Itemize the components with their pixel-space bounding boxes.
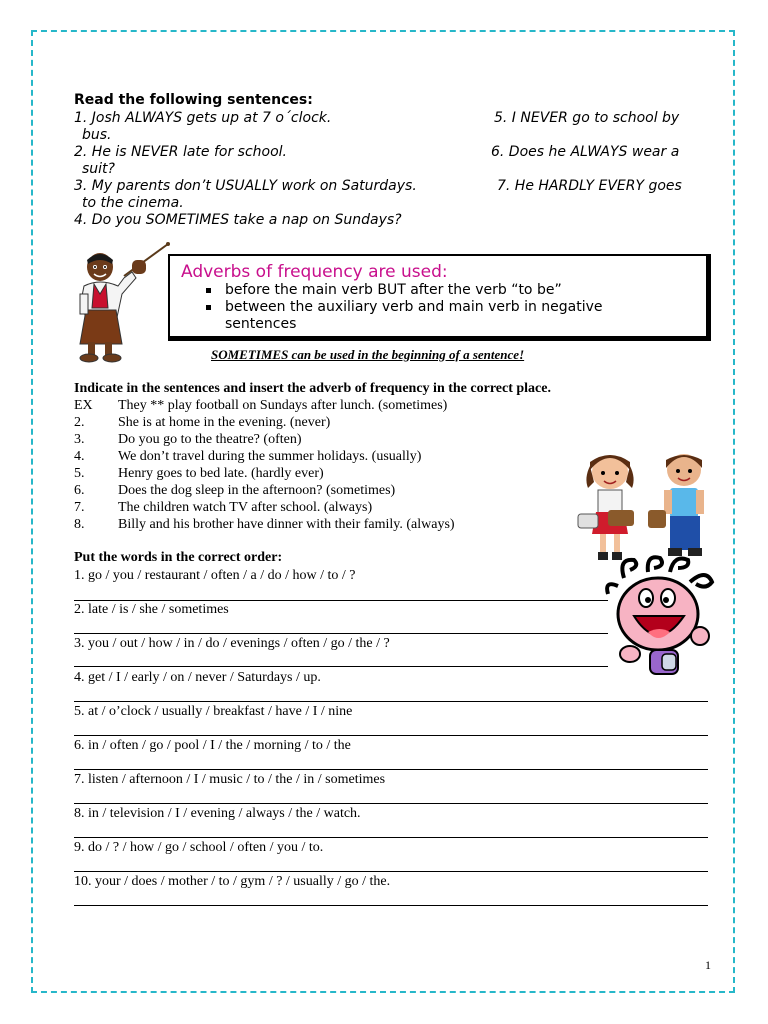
word-order-item: 7. listen / afternoon / I / music / to / the / in / sometimes [74, 772, 386, 787]
sentence-5-continued: bus. [82, 127, 112, 143]
answer-line[interactable] [74, 905, 708, 906]
sentence-7: 7. He HARDLY EVERY goes [497, 178, 682, 194]
rule-bullet-1: before the main verb BUT after the verb “to be” [206, 282, 562, 298]
page-number: 1 [705, 958, 711, 972]
word-order-item: 3. you / out / how / in / do / evenings / often / go / the / ? [74, 636, 390, 651]
sentence-6-continued: suit? [82, 161, 115, 177]
answer-line[interactable] [74, 735, 708, 736]
answer-line[interactable] [74, 871, 708, 872]
rule-box-title: Adverbs of frequency are used: [181, 262, 448, 282]
word-order-item: 6. in / often / go / pool / I / the / morning / to / the [74, 738, 351, 753]
word-order-item: 5. at / o’clock / usually / breakfast / have / I / nine [74, 704, 353, 719]
word-order-item: 4. get / I / early / on / never / Saturdays / up. [74, 670, 321, 685]
answer-line[interactable] [74, 666, 608, 667]
bullet-square-icon [206, 288, 211, 293]
word-order-item: 1. go / you / restaurant / often / a / do / how / to / ? [74, 568, 356, 583]
sentence-3: 3. My parents don’t USUALLY work on Saturdays. [74, 178, 417, 194]
word-order-item: 2. late / is / she / sometimes [74, 602, 229, 617]
sentence-6: 6. Does he ALWAYS wear a [491, 144, 680, 160]
rule-bullet-2-continued: sentences [225, 316, 297, 332]
section1-heading: Read the following sentences: [74, 92, 313, 108]
sentence-4: 4. Do you SOMETIMES take a nap on Sundays? [74, 212, 402, 228]
answer-line[interactable] [74, 633, 608, 634]
bullet-square-icon [206, 305, 211, 310]
rule-box [168, 254, 711, 341]
sentence-5: 5. I NEVER go to school by [494, 110, 680, 126]
sometimes-note: SOMETIMES can be used in the beginning of a sentence! [211, 347, 525, 362]
answer-line[interactable] [74, 600, 608, 601]
answer-line[interactable] [74, 701, 708, 702]
section3-heading: Put the words in the correct order: [74, 550, 283, 565]
word-order-item: 9. do / ? / how / go / school / often / you / to. [74, 840, 324, 855]
section2-heading: Indicate in the sentences and insert the adverb of frequency in the correct place. [74, 381, 551, 396]
answer-line[interactable] [74, 837, 708, 838]
cartoon-character-illustration [604, 554, 716, 684]
answer-line[interactable] [74, 803, 708, 804]
answer-line[interactable] [74, 769, 708, 770]
teacher-illustration [72, 238, 172, 366]
sentence-7-continued: to the cinema. [82, 195, 184, 211]
word-order-item: 10. your / does / mother / to / gym / ? / usually / go / the. [74, 874, 391, 889]
sentence-1: 1. Josh ALWAYS gets up at 7 o´clock. [74, 110, 332, 126]
word-order-item: 8. in / television / I / evening / always / the / watch. [74, 806, 361, 821]
sentence-2: 2. He is NEVER late for school. [74, 144, 288, 160]
rule-bullet-2: between the auxiliary verb and main verb in negative [206, 299, 603, 315]
